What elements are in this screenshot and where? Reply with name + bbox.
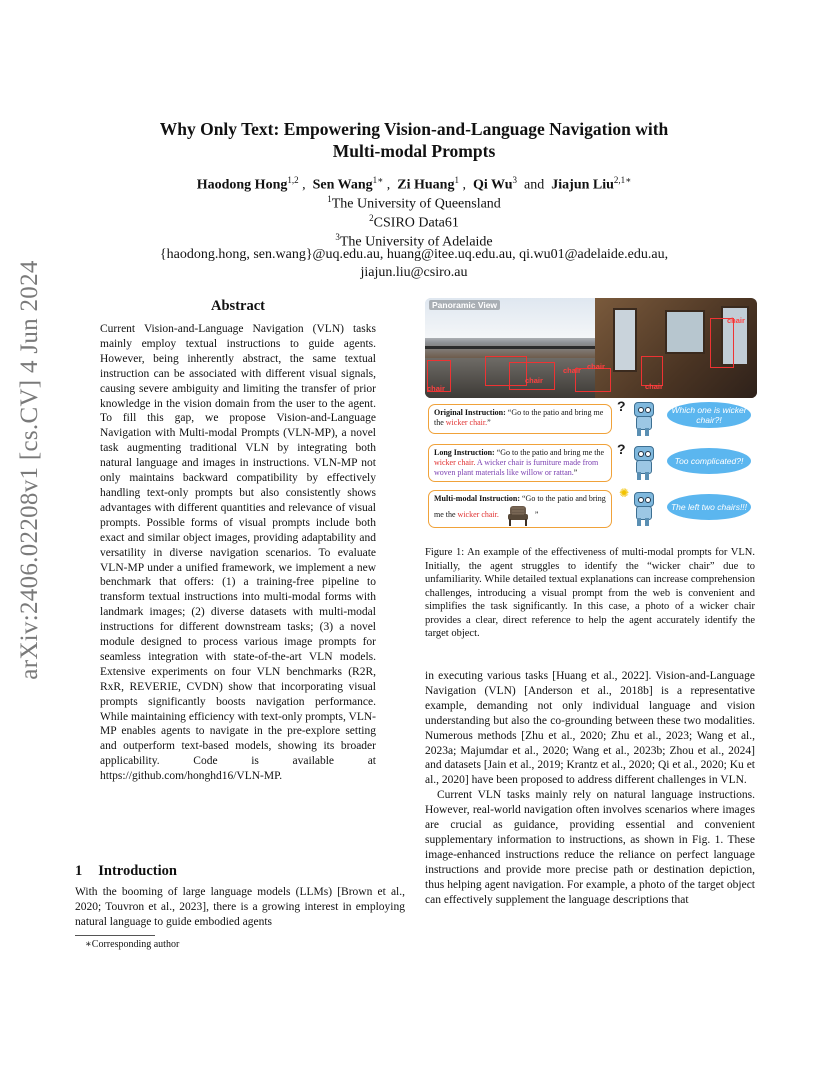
box-explanation: A wicker chair is furniture made from woven plant materials like willow or rattan. xyxy=(434,458,599,477)
figure-1 xyxy=(425,298,757,538)
chair-label: chair xyxy=(727,316,745,325)
chair-label: chair xyxy=(525,376,543,385)
box-text: “Go to the patio and bring me the xyxy=(434,494,606,519)
long-instruction-box xyxy=(428,444,612,482)
section-title: Introduction xyxy=(98,863,177,879)
box-title: Original Instruction: xyxy=(434,408,506,417)
chair-label: chair xyxy=(563,366,581,375)
footnote: ∗Corresponding author xyxy=(85,939,180,950)
right-column-body xyxy=(425,669,755,908)
author-name: Haodong Hong xyxy=(196,177,288,193)
box-end: ” xyxy=(573,468,578,477)
panorama-railing xyxy=(425,346,615,349)
speech-bubble: The left two chairs!!! xyxy=(667,494,751,520)
chair-label: chair xyxy=(427,384,445,393)
box-text: “Go to the patio and bring me the xyxy=(434,408,604,427)
paper-title xyxy=(60,118,768,162)
chair-label: chair xyxy=(587,362,605,371)
author-affil: 1 xyxy=(454,175,459,185)
panorama-image xyxy=(425,298,757,398)
box-text: “Go to the patio and bring me the xyxy=(496,448,604,457)
box-title: Multi-modal Instruction: xyxy=(434,494,520,503)
author-affil: 1∗ xyxy=(372,175,384,185)
box-end: ” xyxy=(487,418,491,427)
footnote-rule xyxy=(75,935,155,936)
panorama-window xyxy=(665,310,705,354)
box-target: wicker chair. xyxy=(445,418,488,427)
intro-paragraph: With the booming of large language models (LLMs) [Brown et al., 2020; Touvron et al., 2023], there is a growing interest in employing natural language to guide embodied agents xyxy=(75,886,405,928)
box-target: wicker chair. xyxy=(457,509,499,519)
emails-line-1: {haodong.hong, sen.wang}@uq.edu.au, huang@itee.uq.edu.au, qi.wu01@adelaide.edu.au, xyxy=(159,247,669,262)
multimodal-instruction-box xyxy=(428,490,612,528)
author-affil: 1,2 xyxy=(287,175,299,185)
author-list: Haodong Hong$^{1,2}$ , Sen Wang$^{1∗}$ , Zi Huang$^1$ , Qi Wu$^3$ and Jiajun Liu$^{2,1∗}$ xyxy=(196,175,632,193)
panorama-label: Panoramic View xyxy=(429,300,500,310)
lightbulb-icon: ✺ xyxy=(619,486,630,500)
author-name: Qi Wu xyxy=(472,177,513,193)
affiliation-sup: 2 xyxy=(369,213,374,223)
robot-icon xyxy=(631,446,655,480)
abstract-body: Current Vision-and-Language Navigation (VLN) tasks mainly employ textual instructions to guide agents. However, being inherently abstract, the same textual instruction can be associated with different visual signals, causing severe ambiguity and limiting the transfer of prior knowledge in the vision domain from the user to the agent. To fill this gap, we propose Vision-and-Language Navigation with Multi-modal Prompts (VLN-MP), a novel task augmenting traditional VLN by integrating both natural language and images in instructions. VLN-MP not only maintains backward compatibility by effectively handling text-only prompts but also consistently shows advantages with different quantities and relevance of visual prompts. Possible forms of visual prompts include both exact and similar object images, providing adaptability and versatility in diverse navigation scenarios. To evaluate VLN-MP under a unified framework, we implement a new benchmark that offers: (1) a training-free pipeline to transform textual instructions into multi-modal forms with landmark images; (2) diverse datasets with multi-modal instructions for different downstream tasks; (3) a novel module designed to process various image prompts for seamless integration with state-of-the-art VLN models. Extensive experiments on four VLN benchmarks (R2R, RxR, REVERIE, CVDN) show that incorporating visual prompts significantly boosts navigation performance. While maintaining efficiency with text-only prompts, VLN-MP enables agents to navigate in the pre-explore setting and outperform text-based models, showing its broader applicability. Code is available at https://github.com/honghd16/VLN-MP. xyxy=(100,323,376,783)
title-line-2: Multi-modal Prompts xyxy=(332,141,496,161)
speech-bubble: Which one is wicker chair?! xyxy=(667,402,751,428)
affiliation-name: The University of Adelaide xyxy=(339,234,493,250)
original-instruction-box xyxy=(428,404,612,434)
speech-bubble: Too complicated?! xyxy=(667,448,751,474)
chair-bbox xyxy=(710,318,734,368)
wicker-chair-image xyxy=(505,504,531,526)
body-paragraph: in executing various tasks [Huang et al., 2022]. Vision-and-Language Navigation (VLN) [Anderson et al., 2018b] is a representative example, demanding not only individual language and vision understanding but also the co-grounding between these two modalities. Numerous methods [Zhu et al., 2020; Zhu et al., 2023; Wang et al., 2023a; Majumdar et al., 2020; Wang et al., 2023b; Zhou et al., 2024] and datasets [Jain et al., 2019; Krantz et al., 2020; Qi et al., 2020; Ku et al., 2020] have been proposed to address different challenges in VLN. xyxy=(425,670,755,787)
question-mark-icon: ? xyxy=(617,441,626,457)
emails-line-2: jiajun.liu@csiro.au xyxy=(360,265,468,280)
affiliation-sup: 3 xyxy=(335,232,340,242)
author-affil: 3 xyxy=(512,175,518,185)
panorama-window xyxy=(613,308,637,372)
box-target: wicker chair. xyxy=(434,458,476,467)
abstract-heading: Abstract xyxy=(211,298,265,314)
body-paragraph: Current VLN tasks mainly rely on natural language instructions. However, real-world navigation often involves scenarios where images are crucial as guidance, providing essential and convenient supplementary information to instructions, as shown in Fig. 1. These image-enhanced instructions reduce the reliance on perfect language instructions and provide more precise path or destination depiction, thus helping agent navigation. For example, a photo of the target object can effectively supplement the language descriptions that xyxy=(425,789,755,906)
box-end: ” xyxy=(534,509,539,519)
affiliation-name: CSIRO Data61 xyxy=(373,215,459,231)
question-mark-icon: ? xyxy=(617,398,626,414)
arxiv-identifier: arXiv:2406.02208v1 [cs.CV] 4 Jun 2024 xyxy=(16,260,43,680)
affiliation-name: The University of Queensland xyxy=(331,196,501,212)
title-line-1: Why Only Text: Empowering Vision-and-Language Navigation with xyxy=(159,119,669,139)
robot-icon xyxy=(631,492,655,526)
chair-label: chair xyxy=(645,382,663,391)
affiliation-sup: 1 xyxy=(327,194,332,204)
author-name: Zi Huang xyxy=(397,177,455,193)
author-name: Jiajun Liu xyxy=(551,177,614,193)
section-number: 1 xyxy=(75,863,83,879)
figure-caption: Figure 1: An example of the effectiveness of multi-modal prompts for VLN. Initially, the agent struggles to identify the “wicker chair” due to unfamiliarity. While detailed textual explanations can increase comprehension challenges, introducing a visual prompt from the web is convenient and simplifies the task significantly. In this case, a photo of a wicker chair provides a clear, direct reference to help the agent accurately identify the target object. xyxy=(425,547,755,639)
author-affil: 2,1∗ xyxy=(613,175,632,185)
arxiv-side-label xyxy=(0,0,60,1072)
box-title: Long Instruction: xyxy=(434,448,495,457)
robot-icon xyxy=(631,402,655,436)
author-and: and xyxy=(524,177,545,193)
author-name: Sen Wang xyxy=(312,177,373,193)
section-heading xyxy=(75,863,177,880)
